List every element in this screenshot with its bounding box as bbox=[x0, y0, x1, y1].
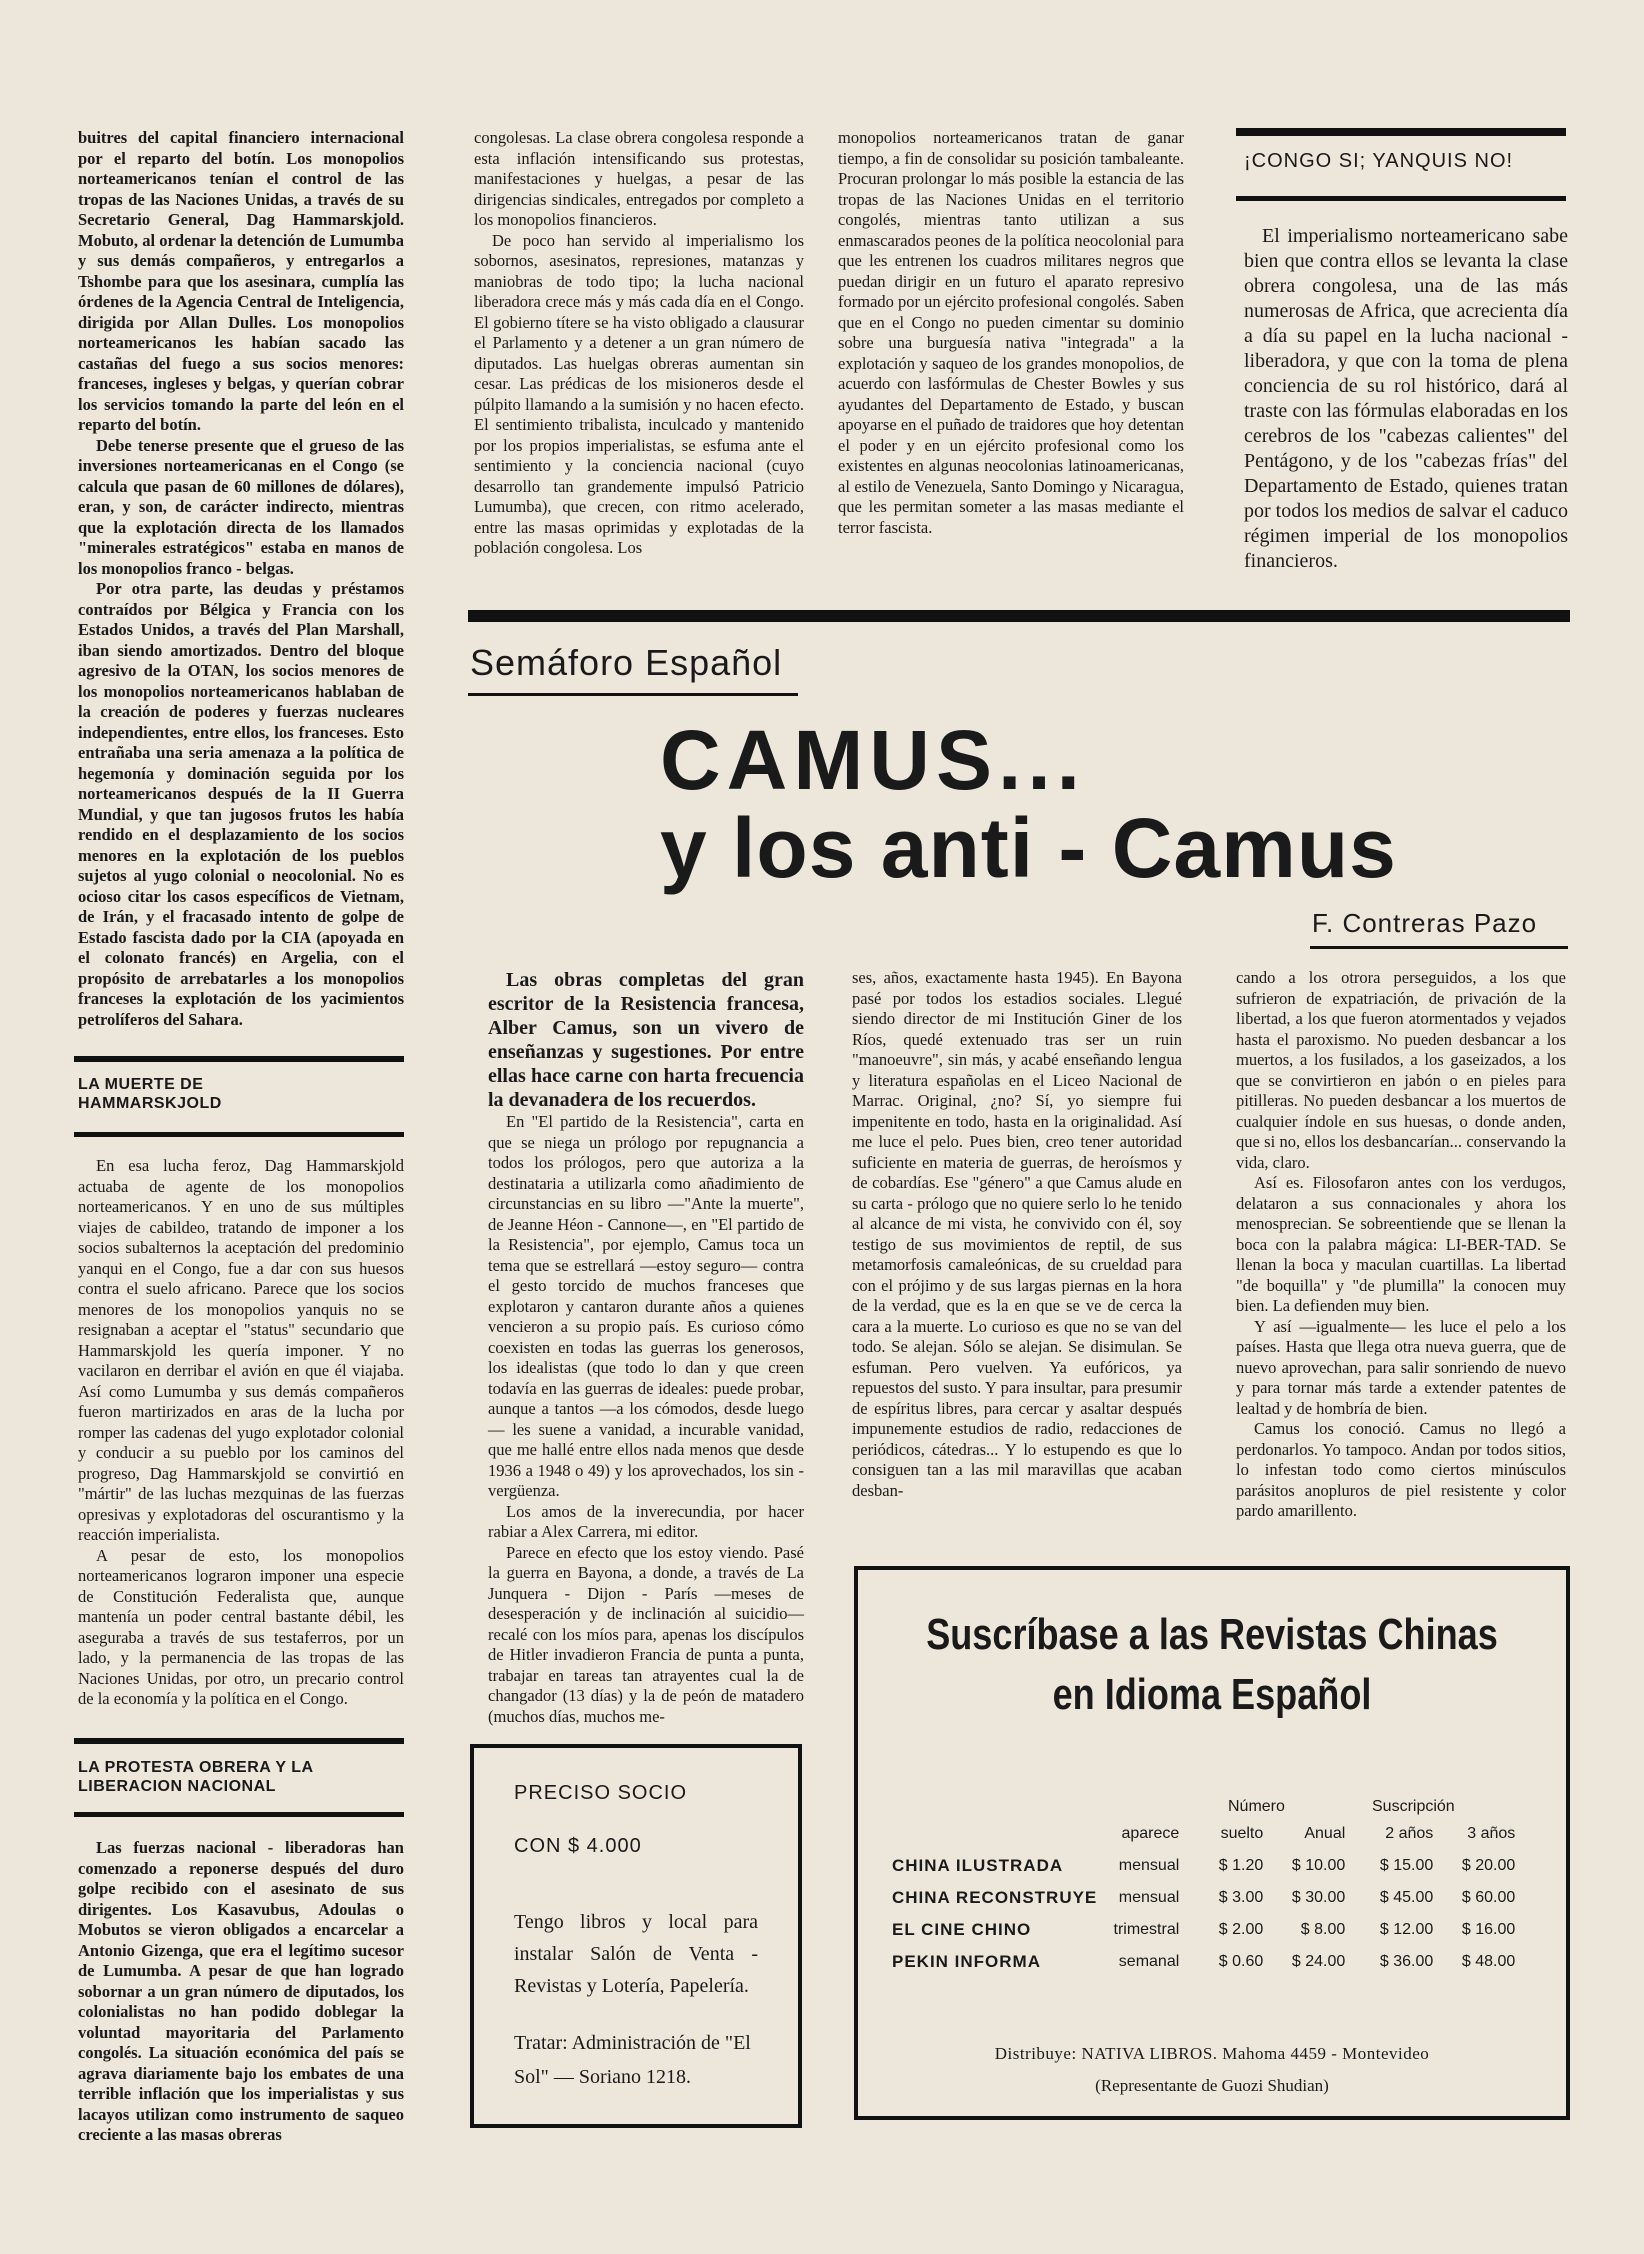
price-3y: $ 60.00 bbox=[1461, 1889, 1516, 1906]
price-3y: $ 48.00 bbox=[1461, 1953, 1516, 1970]
price-single: $ 0.60 bbox=[1218, 1953, 1264, 1970]
section-title: Semáforo Español bbox=[470, 642, 783, 683]
paragraph: Debe tenerse presente que el grueso de las inversiones norteamericanas en el Congo (se calcula que pasan de 60 millones de dólares), eran, y son, de carácter indirecto, mientras que la explotación directa de los llamados "minerales estratégicos" estaba en manos de los monopolios franco - belgas. bbox=[78, 435, 404, 578]
price-2y: $ 15.00 bbox=[1379, 1857, 1434, 1874]
ad-preciso-socio bbox=[470, 1744, 802, 2128]
magazine-name: CHINA RECONSTRUYE bbox=[892, 1888, 1098, 1907]
paragraph: Camus los conoció. Camus no llegó a perdonarlos. Yo tampoco. Andan por todos sitios, lo infestan todo como ciertos minúsculos parásitos anopluros de piel resistente y color pardo amarillento. bbox=[1236, 1419, 1566, 1520]
table-row bbox=[886, 1882, 1521, 1914]
price-2y: $ 36.00 bbox=[1379, 1953, 1434, 1970]
ad-title-line2: en Idioma Español bbox=[1052, 1670, 1372, 1719]
price-annual: $ 24.00 bbox=[1291, 1953, 1346, 1970]
paragraph: ses, años, exactamente hasta 1945). En Bayona pasé por todos los estadios sociales. Llegué siendo director de mi Institución Giner de los Ríos, quedé extenuado tras ser un ruin "manoeuvre", sin más, y acabé enseñando lengua y literatura españolas en el Liceo Nacional de Marrac. Original, ¿no? Sí, yo siempre fui impenitente en todo, hasta en la originalidad. Así me luce el pelo. Pues bien, creo tener autoridad suficiente en materia de guerras, de heroísmos y de cobardías. Ese "género" a que Camus alude en su carta - prólogo que no quiere serlo lo he tenido al alcance de mi vista, he convivido con él, soy testigo de sus movimientos de reptil, de sus metamorfosis camaleónicas, de su crueldad para con el prójimo y de sus largas piernas en la hora de la verdad, que es la en que se ve de cerca la cara a la muerte. Lo curioso es que no se van del todo. Se alejan. Sólo se alejan. Se disimulan. Se esfuman. Pero vuelven. Ya eufóricos, ya repuestos del susto. Y para insultar, para presumir de espíritus libres, para cercar y asaltar después impunemente estudios de radio, redacciones de periódicos, cátedras... Y lo estupendo es que lo consiguen tan a las mil maravillas que acaban desban- bbox=[852, 968, 1182, 1500]
price-single: $ 3.00 bbox=[1218, 1889, 1264, 1906]
paragraph: A pesar de esto, los monopolios norteamericanos lograron imponer una especie de Constitución Federalista que, aunque mantenía un poder central bastante débil, les aseguraba a través de sus testaferros, por un lado, y la permanencia de las tropas de las Naciones Unidas, por otro, un precario control de la economía y la política en el Congo. bbox=[78, 1545, 404, 1708]
column-header: aparece bbox=[1121, 1825, 1180, 1842]
paragraph: El imperialismo norteamericano sabe bien que contra ellos se levanta la clase obrera congolesa, una de las más numerosas de Africa, que acrecienta día a día su papel en la lucha nacional - liberadora, y que con la toma de plena conciencia de su rol histórico, dará al traste con las fórmulas elaboradas en los cerebros de los "cabezas calientes" del Pentágono, y de los "cabezas frías" del Departamento de Estado, quienes tratan por todos los medios de salvar el caduco régimen imperial de los monopolios financieros. bbox=[1244, 225, 1568, 572]
divider bbox=[468, 610, 1570, 622]
table-row bbox=[886, 1850, 1521, 1882]
article-lead: Las obras completas del gran escritor de la Resistencia francesa, Alber Camus, son un vivero de enseñanzas y sugestiones. Por entre ellas hace carne con harta frecuencia la devanadera de los recuerdos. bbox=[488, 969, 804, 1111]
paragraph: Y así —igualmente— les luce el pelo a los países. Hasta que llega otra nueva guerra, que de nuevo aprovechan, para salir sonriendo de nuevo y para tornar más tarde a extender patentes de lealtad y de hombría de bien. bbox=[1236, 1316, 1566, 1418]
divider bbox=[74, 1132, 404, 1137]
frequency: trimestral bbox=[1113, 1921, 1180, 1938]
paragraph: Parece en efecto que los estoy viendo. Pasé la guerra en Bayona, a donde, a través de La Junquera - Dijon - París —meses de desesperación y de inclinación al suicidio— recalé con los míos para, apenas los discípulos de Hitler invadieron Francia de punta a punta, trabajar en tareas tan atrayentes cual la de changador (13 días) y la de peón de matadero (muchos días, muchos me- bbox=[488, 1542, 804, 1726]
column-3 bbox=[838, 128, 1184, 538]
column-header: 3 años bbox=[1467, 1825, 1516, 1842]
ad-title: PRECISO SOCIO bbox=[514, 1782, 688, 1804]
paragraph: En "El partido de la Resistencia", carta en que se niega un prólogo por repugnancia a todos los prólogos, pero que autoriza a la destinataria a utilizarla como añadimiento de circunstancias en su libro —"Ante la muerte", de Jeanne Héon - Cannone—, en "El partido de la Resistencia", por ejemplo, Camus toca un tema que se estrellará —estoy seguro— contra el gesto torcido de muchos franceses que explotaron y cantaron durante años a quienes vencieron a su propio país. Es curioso cómo coexisten en todas las guerras los generosos, los idealistas (que todo lo dan y que creen todavía en las guerras de ideales: puede probar, aunque a tantos —a los cómodos, desde luego— les suene a vanidad, a incurable vanidad, que me hallé entre ellos nada menos que desde 1936 a 1948 o 49) y los aprovechados, los sin - vergüenza. bbox=[488, 1112, 804, 1500]
paragraph: Así es. Filosofaron antes con los verdugos, delataron a sus connacionales y ahora los menosprecian. Se sobreentiende que se llenan la boca con la palabra mágica: LI-BER-TAD. Se llenan la boca y maculan cuartillas. La libertad "de boquilla" y "de plumilla" la conocen muy bien. La defienden muy bien. bbox=[1236, 1173, 1566, 1315]
price-single: $ 1.20 bbox=[1218, 1857, 1264, 1874]
column-4 bbox=[1244, 224, 1568, 574]
magazine-name: CHINA ILUSTRADA bbox=[892, 1856, 1064, 1875]
divider bbox=[74, 1056, 404, 1062]
paragraph: cando a los otrora perseguidos, a los que sufrieron de expatriación, de privación de la libertad, a los que fueron atormentados y vejados hasta el paroxismo. No pueden desbancar a los muertos, a los fusilados, a los gaseizados, a los que se convirtieron en jabón o en pieles para pitilleras. No pueden desbancar a los muertos de cualquier índole en sus huesas, o donde anden, que si no, ellos los desbancarían... conservando la vida, claro. bbox=[1236, 968, 1566, 1172]
price-2y: $ 12.00 bbox=[1379, 1921, 1434, 1938]
price-3y: $ 16.00 bbox=[1461, 1921, 1516, 1938]
paragraph: En esa lucha feroz, Dag Hammarskjold actuaba de agente de los monopolios norteamericanos. Y en uno de sus múltiples viajes de cabildeo, tratando de imponer a los socios subalternos la aceptación del predominio yanqui en el Congo, fue a dar con sus huesos contra el suelo africano. Parece que los socios menores de los monopolios yanquis no se resignaban a aceptar el "status" secundario que Hammarskjold les quería imponer. Y no vacilaron en derribar el avión en que él viajaba. Así como Lumumba y sus demás compañeros fueron martirizados en aras de la lucha por romper las cadenas del yugo explotador colonial y conducir a su pueblo por los caminos del progreso, Dag Hammarskjold se convirtió en "mártir" de las luchas mezquinas de las fuerzas opresivas y explotadoras del oscurantismo y la reacción imperialista. bbox=[78, 1156, 404, 1544]
price-2y: $ 45.00 bbox=[1379, 1889, 1434, 1906]
paragraph: Por otra parte, las deudas y préstamos contraídos por Bélgica y Francia con los Estados Unidos, a través del Plan Marshall, iban siendo amortizados. Dentro del bloque agresivo de la OTAN, los socios menores de los monopolios norteamericanos hablaban de la creación de poderes y fuerzas nucleares independientes, entre ellos, los franceses. Esto entrañaba una seria amenaza a la política de hegemonía y dominación seguida por los norteamericanos después de la II Guerra Mundial, y que tan jugosos frutos les había rendido en el desplazamiento de los socios menores en la explotación de los pueblos sujetos al yugo colonial o neocolonial. No es ocioso citar los casos específicos de Vietnam, de Irán, y el fracasado intento de golpe de Estado fascista dado por la CIA (apoyada en el colonato francés) en Argelia, con el propósito de arrebatarles a los monopolios franceses la explotación de los yacimientos petrolíferos del Sahara. bbox=[78, 579, 404, 1029]
ad-contact: Tratar: Administración de "El Sol" — Soriano 1218. bbox=[514, 2032, 751, 2088]
column-left-lower bbox=[78, 1156, 404, 1710]
column-left-bottom bbox=[78, 1838, 404, 2146]
price-3y: $ 20.00 bbox=[1461, 1857, 1516, 1874]
divider bbox=[1236, 196, 1566, 201]
price-annual: $ 10.00 bbox=[1291, 1857, 1346, 1874]
paragraph: congolesas. La clase obrera congolesa responde a esta inflación intensificando sus protestas, manifestaciones y huelgas, a pesar de las dirigencias sindicales, entregados por completo a los monopolios financieros. bbox=[474, 128, 804, 229]
divider bbox=[468, 693, 798, 696]
table-row bbox=[886, 1946, 1521, 1978]
section-heading-hammarskjold: LA MUERTE DE HAMMARSKJOLD bbox=[78, 1076, 222, 1112]
frequency: mensual bbox=[1118, 1857, 1180, 1874]
divider bbox=[74, 1738, 404, 1744]
divider bbox=[74, 1812, 404, 1817]
article-column-2 bbox=[852, 968, 1182, 1501]
table-row bbox=[886, 1914, 1521, 1946]
divider bbox=[1310, 946, 1568, 949]
article-column-1 bbox=[488, 968, 804, 1727]
magazine-name: EL CINE CHINO bbox=[892, 1920, 1032, 1939]
column-header: suelto bbox=[1220, 1825, 1264, 1842]
representative: (Representante de Guozi Shudian) bbox=[1095, 2076, 1329, 2095]
frequency: mensual bbox=[1118, 1889, 1180, 1906]
distributor: Distribuye: NATIVA LIBROS. Mahoma 4459 - Montevideo bbox=[994, 2044, 1430, 2063]
article-column-3 bbox=[1236, 968, 1566, 1522]
column-left bbox=[78, 128, 404, 1030]
head-suscripcion: Suscripción bbox=[1372, 1798, 1455, 1815]
ad-body: Tengo libros y local para instalar Salón de Venta - Revistas y Lotería, Papelería. bbox=[514, 1911, 758, 1997]
author: F. Contreras Pazo bbox=[1312, 908, 1538, 938]
ad-amount: CON $ 4.000 bbox=[514, 1835, 642, 1857]
divider bbox=[1236, 128, 1566, 136]
subscription-table bbox=[886, 1818, 1521, 1978]
head-numero: Número bbox=[1228, 1798, 1285, 1815]
article-title-line2: y los anti - Camus bbox=[660, 801, 1397, 895]
ad-title-line1: Suscríbase a las Revistas Chinas bbox=[926, 1610, 1498, 1659]
paragraph: De poco han servido al imperialismo los sobornos, asesinatos, represiones, matanzas y maniobras de todo tipo; la lucha nacional liberadora crece más y más cada día en el Congo. El gobierno títere se ha visto obligado a clausurar el Parlamento y a detener a un gran número de diputados. Las huelgas obreras aumentan sin cesar. Las prédicas de los misioneros desde el púlpito llamando a la sumisión y no hacen efecto. El sentimiento tribalista, inculcado y mantenido por los propios imperialistas, se esfuma ante el sentimiento y la conciencia nacional (cuyo desarrollo tan grandemente impulsó Patricio Lumumba), que crecen, con ritmo acelerado, entre las masas oprimidas y explotadas de la población congolesa. Los bbox=[474, 230, 804, 557]
paragraph: buitres del capital financiero internacional por el reparto del botín. Los monopolios norteamericanos tenían el control de las tropas de las Naciones Unidas, a través de su Secretario General, Dag Hammarskjold. Mobuto, al ordenar la detención de Lumumba y sus demás compañeros, y entregarlos a Tshombe para que los asesinara, cumplía las órdenes de la Agencia Central de Inteligencia, dirigida por Allan Dulles. Los monopolios norteamericanos les habían sacado las castañas del fuego a sus socios menores: franceses, ingleses y belgas, y querían cobrar los servicios tomando la parte del león en el reparto del botín. bbox=[78, 128, 404, 434]
column-header: 2 años bbox=[1385, 1825, 1434, 1842]
ad-revistas-chinas bbox=[854, 1566, 1570, 2120]
section-heading-protesta: LA PROTESTA OBRERA Y LA LIBERACION NACIONAL bbox=[78, 1759, 313, 1795]
column-header: Anual bbox=[1304, 1825, 1346, 1842]
congo-si-title: ¡CONGO SI; YANQUIS NO! bbox=[1244, 150, 1514, 172]
frequency: semanal bbox=[1118, 1953, 1180, 1970]
table-header-row bbox=[886, 1818, 1521, 1850]
price-single: $ 2.00 bbox=[1218, 1921, 1264, 1938]
article-title-line1: CAMUS... bbox=[660, 713, 1086, 807]
paragraph: monopolios norteamericanos tratan de ganar tiempo, a fin de consolidar su posición tambaleante. Procuran prolongar lo más posible la estancia de las tropas de las Naciones Unidas en el territorio congolés, mientras tanto utilizan a sus enmascarados peones de la política neocolonial para que les entrenen los cuadros militares negros que puedan dirigir en un futuro el aparato represivo formado por un ejército profesional congolés. Saben que en el Congo no pueden cimentar su dominio sobre una burguesía nativa "integrada" a la explotación y saqueo de los grandes monopolios, de acuerdo con lasfórmulas de Chester Bowles y sus ayudantes del Departamento de Estado, y buscan apoyarse en el puñado de traidores que hoy detentan el poder y en un ejército profesional como los existentes en algunas neocolonias latinoamericanas, al estilo de Venezuela, Santo Domingo y Nicaragua, que les permitan someter a las masas mediante el terror fascista. bbox=[838, 128, 1184, 537]
paragraph: Los amos de la inverecundia, por hacer rabiar a Alex Carrera, mi editor. bbox=[488, 1501, 804, 1541]
magazine-name: PEKIN INFORMA bbox=[892, 1952, 1041, 1971]
paragraph: Las fuerzas nacional - liberadoras han comenzado a reponerse después del duro golpe recibido con el asesinato de sus dirigentes. Los Kasavubus, Adoulas o Mobutos se vieron obligados a encarcelar a Antonio Gizenga, que era el legítimo sucesor de Lumumba. A pesar de que han logrado sobornar a un gran número de diputados, los colonialistas no han podido doblegar la voluntad mayoritaria del Parlamento congolés. La situación económica del país se agrava diariamente bajo los embates de una terrible inflación que los imperialistas y sus lacayos utilizan como instrumento de saqueo creciente a las masas obreras bbox=[78, 1838, 404, 2144]
column-2 bbox=[474, 128, 804, 559]
price-annual: $ 30.00 bbox=[1291, 1889, 1346, 1906]
price-annual: $ 8.00 bbox=[1300, 1921, 1346, 1938]
